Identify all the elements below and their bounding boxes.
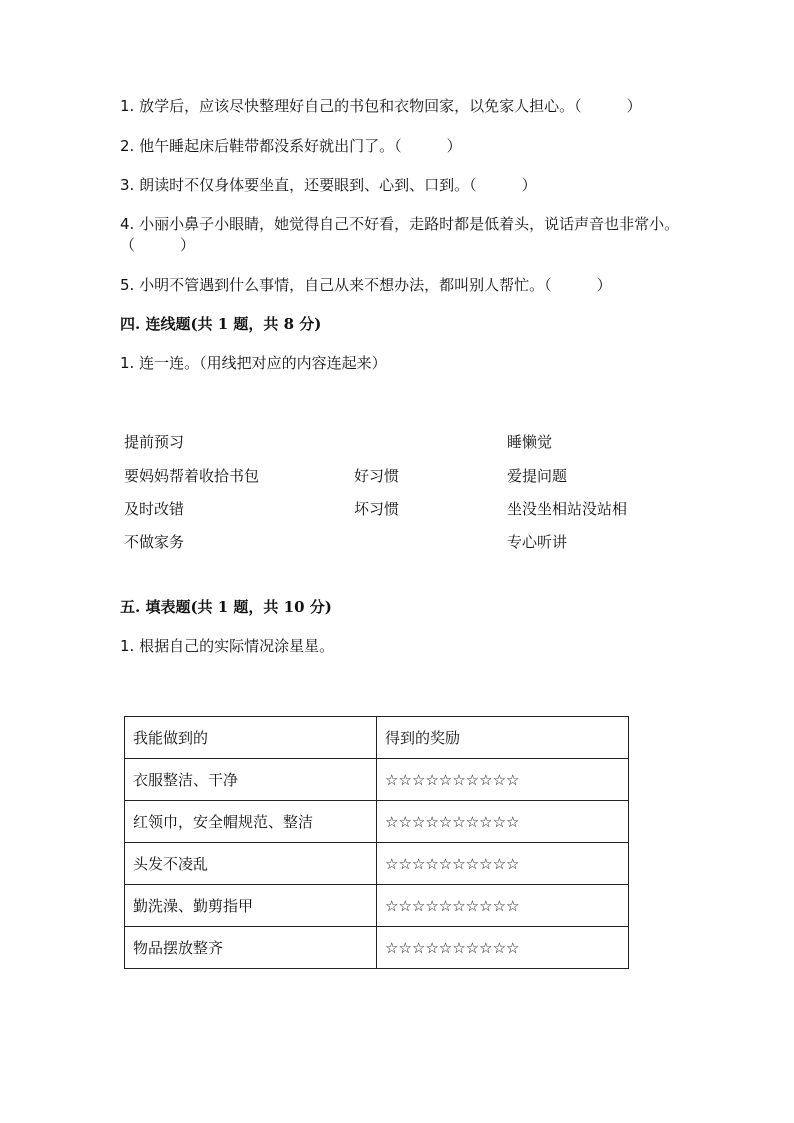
table-header-cell: 我能做到的 (125, 717, 377, 759)
match-middle-item: 好习惯 (354, 467, 400, 485)
match-right-item: 爱提问题 (507, 467, 568, 485)
table-header-cell: 得到的奖励 (377, 717, 629, 759)
table-row (125, 801, 629, 843)
table-cell-item: 头发不凌乱 (125, 843, 377, 885)
table-header-row (125, 717, 629, 759)
match-right-item: 专心听讲 (507, 533, 568, 551)
match-right-item: 睡懒觉 (507, 433, 553, 451)
table-row (125, 843, 629, 885)
table-row (125, 927, 629, 969)
section5-question: 1. 根据自己的实际情况涂星星。 (120, 637, 335, 655)
table-cell-stars[interactable]: ☆☆☆☆☆☆☆☆☆☆ (377, 843, 629, 885)
judgement-item-4: 4. 小丽小鼻子小眼睛，她觉得自己不好看，走路时都是低着头，说话声音也非常小。（ ） (120, 215, 680, 254)
judgement-item-5: 5. 小明不管遇到什么事情，自己从来不想办法，都叫别人帮忙。（ ） (120, 276, 612, 294)
table-cell-stars[interactable]: ☆☆☆☆☆☆☆☆☆☆ (377, 927, 629, 969)
table-cell-item: 物品摆放整齐 (125, 927, 377, 969)
match-left-item: 要妈妈帮着收拾书包 (124, 467, 260, 485)
table-row (125, 759, 629, 801)
judgement-item-3: 3. 朗读时不仅身体要坐直，还要眼到、心到、口到。（ ） (120, 176, 537, 194)
section4-heading: 四. 连线题(共 1 题，共 8 分) (120, 315, 322, 333)
table-row (125, 885, 629, 927)
table-cell-item: 红领巾，安全帽规范、整洁 (125, 801, 377, 843)
match-left-item: 及时改错 (124, 500, 185, 518)
award-table (124, 716, 629, 969)
judgement-item-1: 1. 放学后，应该尽快整理好自己的书包和衣物回家，以免家人担心。（ ） (120, 97, 642, 115)
table-cell-item: 勤洗澡、勤剪指甲 (125, 885, 377, 927)
match-middle-item: 坏习惯 (354, 500, 400, 518)
match-left-item: 提前预习 (124, 433, 185, 451)
match-right-item: 坐没坐相站没站相 (507, 500, 628, 518)
match-left-item: 不做家务 (124, 533, 185, 551)
section5-heading: 五. 填表题(共 1 题，共 10 分) (120, 598, 332, 616)
table-cell-stars[interactable]: ☆☆☆☆☆☆☆☆☆☆ (377, 885, 629, 927)
table-cell-stars[interactable]: ☆☆☆☆☆☆☆☆☆☆ (377, 759, 629, 801)
table-cell-item: 衣服整洁、干净 (125, 759, 377, 801)
table-cell-stars[interactable]: ☆☆☆☆☆☆☆☆☆☆ (377, 801, 629, 843)
judgement-item-2: 2. 他午睡起床后鞋带都没系好就出门了。（ ） (120, 137, 462, 155)
section4-question: 1. 连一连。（用线把对应的内容连起来） (120, 354, 387, 372)
